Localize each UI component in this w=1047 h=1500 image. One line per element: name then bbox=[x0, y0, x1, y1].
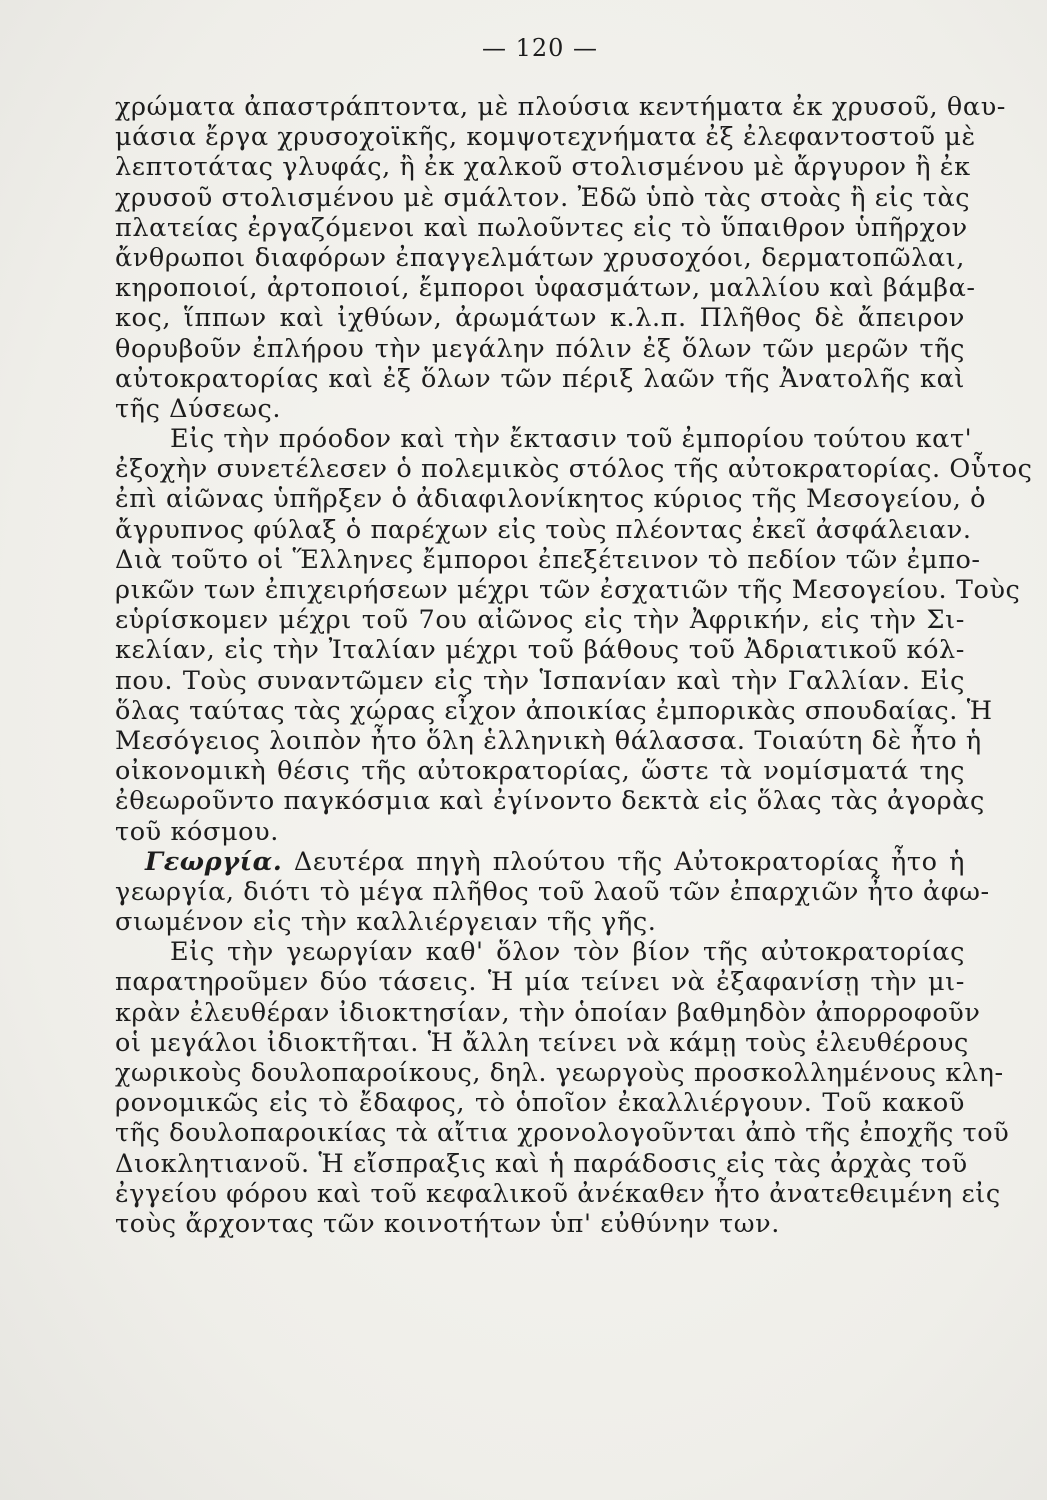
text-line: γεωργία, διότι τὸ μέγα πλῆθος τοῦ λαοῦ τῶν ἐπαρχιῶν ἦτο ἀφω- bbox=[115, 876, 990, 907]
body-text bbox=[115, 92, 1033, 1239]
text-line: ρονομικῶς εἰς τὸ ἔδαφος, τὸ ὁποῖον ἐκαλλιέργουν. Τοῦ κακοῦ bbox=[115, 1088, 965, 1119]
text-line: ἐθεωροῦντο παγκόσμια καὶ ἐγίνοντο δεκτὰ εἰς ὅλας τὰς ἀγορὰς bbox=[115, 786, 985, 817]
text-line: πλατείας ἐργαζόμενοι καὶ πωλοῦντες εἰς τὸ ὕπαιθρον ὑπῆρχον bbox=[115, 212, 968, 243]
text-line: Διοκλητιανοῦ. Ἡ εἴσπραξις καὶ ἡ παράδοσις εἰς τὰς ἀρχὰς τοῦ bbox=[115, 1148, 968, 1179]
text-line: παρατηροῦμεν δύο τάσεις. Ἡ μία τείνει νὰ ἐξαφανίσῃ τὴν μι- bbox=[115, 967, 965, 998]
page-number: — 120 — bbox=[481, 34, 599, 62]
paragraph bbox=[115, 937, 1010, 1239]
text-line: κος, ἵππων καὶ ἰχθύων, ἀρωμάτων κ.λ.π. Πλῆθος δὲ ἄπειρον bbox=[115, 303, 965, 334]
paragraph bbox=[115, 92, 1007, 424]
text-line: ἐξοχὴν συνετέλεσεν ὁ πολεμικὸς στόλος τῆς αὐτοκρατορίας. Οὗτος bbox=[115, 454, 1033, 485]
text-line: αὐτοκρατορίας καὶ ἐξ ὅλων τῶν πέριξ λαῶν τῆς Ἀνατολῆς καὶ bbox=[115, 363, 965, 394]
text-line: τοῦ κόσμου. bbox=[115, 816, 279, 847]
text-line: τῆς Δύσεως. bbox=[115, 393, 282, 424]
text-line: ἄνθρωποι διαφόρων ἐπαγγελμάτων χρυσοχόοι, δερματοπῶλαι, bbox=[115, 242, 965, 273]
text-line: τοὺς ἄρχοντας τῶν κοινοτήτων ὑπ' εὐθύνην των. bbox=[115, 1208, 780, 1239]
paragraph bbox=[115, 846, 990, 938]
text-line: θορυβοῦν ἐπλήρου τὴν μεγάλην πόλιν ἐξ ὅλων τῶν μερῶν τῆς bbox=[115, 333, 965, 364]
text-line: χρυσοῦ στολισμένου μὲ σμάλτον. Ἐδῶ ὑπὸ τὰς στοὰς ἢ εἰς τὰς bbox=[115, 182, 971, 213]
text-line: κελίαν, εἰς τὴν Ἰταλίαν μέχρι τοῦ βάθους τοῦ Ἀδριατικοῦ κόλ- bbox=[115, 635, 965, 666]
text-line: λεπτοτάτας γλυφάς, ἢ ἐκ χαλκοῦ στολισμένου μὲ ἄργυρον ἢ ἐκ bbox=[115, 152, 971, 183]
section-term: Γεωργία. bbox=[145, 846, 283, 877]
heading-line-text: Δευτέρα πηγὴ πλούτου τῆς Αὐτοκρατορίας ἦτο ἡ bbox=[293, 846, 965, 877]
text-line bbox=[115, 847, 965, 877]
text-line: οἱ μεγάλοι ἰδιοκτῆται. Ἡ ἄλλη τείνει νὰ κάμῃ τοὺς ἐλευθέρους bbox=[115, 1027, 969, 1058]
text-line: ρικῶν των ἐπιχειρήσεων μέχρι τῶν ἐσχατιῶν τῆς Μεσογείου. Τοὺς bbox=[115, 575, 1021, 605]
text-line: Εἰς τὴν πρόοδον καὶ τὴν ἔκτασιν τοῦ ἐμπορίου τούτου κατ' bbox=[170, 424, 973, 455]
text-line: μάσια ἔργα χρυσοχοϊκῆς, κομψοτεχνήματα ἐξ ἐλεφαντοστοῦ μὲ bbox=[115, 122, 976, 153]
text-line: ἐπὶ αἰῶνας ὑπῆρξεν ὁ ἀδιαφιλονίκητος κύριος τῆς Μεσογείου, ὁ bbox=[115, 484, 987, 515]
text-line: Διὰ τοῦτο οἱ Ἕλληνες ἔμποροι ἐπεξέτεινον τὸ πεδίον τῶν ἐμπο- bbox=[115, 544, 981, 575]
text-line: που. Τοὺς συναντῶμεν εἰς τὴν Ἱσπανίαν καὶ τὴν Γαλλίαν. Εἰς bbox=[115, 665, 965, 696]
text-line: τῆς δουλοπαροικίας τὰ αἴτια χρονολογοῦνται ἀπὸ τῆς ἐποχῆς τοῦ bbox=[115, 1118, 1010, 1149]
text-line: εὑρίσκομεν μέχρι τοῦ 7ου αἰῶνος εἰς τὴν Ἀφρικήν, εἰς τὴν Σι- bbox=[115, 605, 965, 636]
text-line: κρὰν ἐλευθέραν ἰδιοκτησίαν, τὴν ὁποίαν βαθμηδὸν ἀπορροφοῦν bbox=[115, 997, 981, 1028]
paragraph bbox=[115, 424, 1033, 847]
text-line: κηροποιοί, ἀρτοποιοί, ἔμποροι ὑφασμάτων, μαλλίου καὶ βάμβα- bbox=[115, 273, 976, 304]
text-line: Εἰς τὴν γεωργίαν καθ' ὅλον τὸν βίον τῆς αὐτοκρατορίας bbox=[170, 937, 965, 968]
text-line: ὅλας ταύτας τὰς χώρας εἶχον ἀποικίας ἐμπορικὰς σπουδαίας. Ἡ bbox=[115, 695, 993, 726]
text-line: ἄγρυπνος φύλαξ ὁ παρέχων εἰς τοὺς πλέοντας ἐκεῖ ἀσφάλειαν. bbox=[115, 514, 972, 545]
text-line: Μεσόγειος λοιπὸν ἦτο ὅλη ἑλληνικὴ θάλασσα. Τοιαύτη δὲ ἦτο ἡ bbox=[115, 725, 982, 756]
text-line: χωρικοὺς δουλοπαροίκους, δηλ. γεωργοὺς προσκολλημένους κλη- bbox=[115, 1058, 1004, 1088]
text-line: χρώματα ἀπαστράπτοντα, μὲ πλούσια κεντήματα ἐκ χρυσοῦ, θαυ- bbox=[115, 92, 1007, 122]
text-line: ἐγγείου φόρου καὶ τοῦ κεφαλικοῦ ἀνέκαθεν ἦτο ἀνατεθειμένη εἰς bbox=[115, 1178, 1001, 1209]
text-line: οἰκονομικὴ θέσις τῆς αὐτοκρατορίας, ὥστε τὰ νομίσματά της bbox=[115, 756, 965, 787]
text-line: σιωμένον εἰς τὴν καλλιέργειαν τῆς γῆς. bbox=[115, 907, 657, 938]
